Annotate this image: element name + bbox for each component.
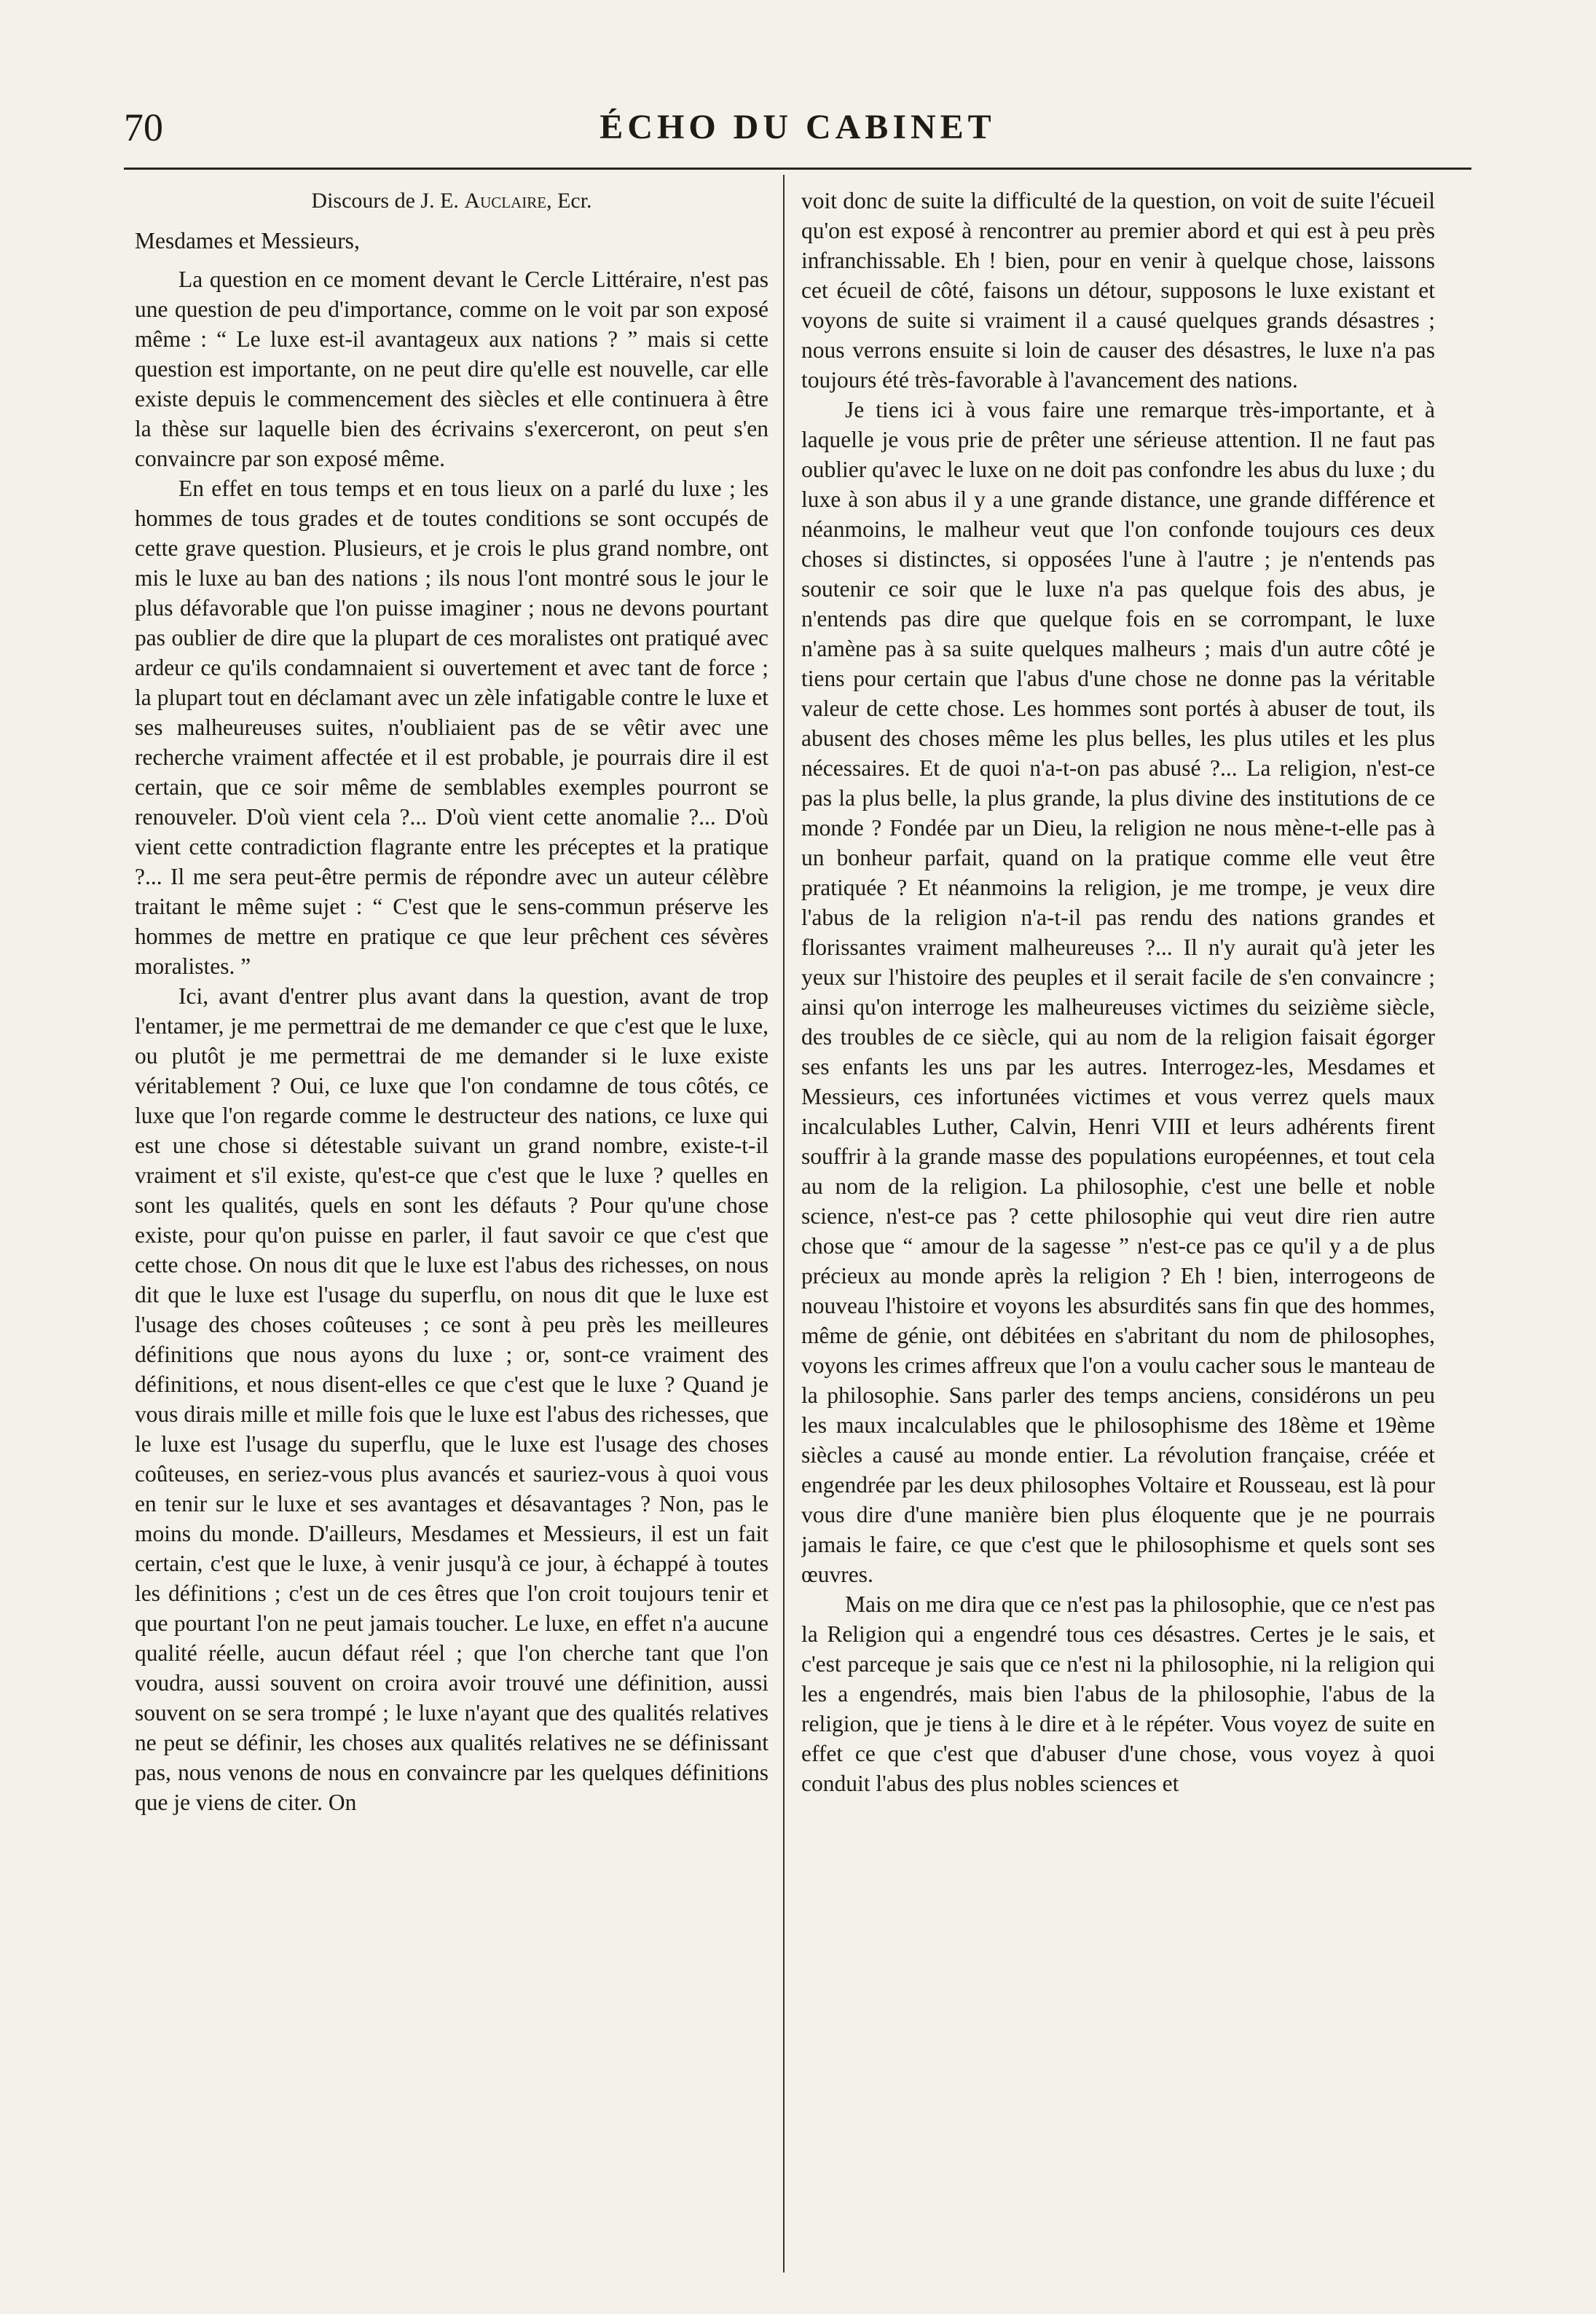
right-column xyxy=(801,186,1435,2269)
paragraph: Ici, avant d'entrer plus avant dans la question, avant de trop l'entamer, je me permettrai de me demander ce que c'est que le luxe, ou plutôt je me permettrai de me demander si le luxe existe véritablement ? Oui, ce luxe que l'on condamne de tous côtés, ce luxe que l'on regarde comme le destructeur des nations, ce luxe qui est une chose si détestable suivant un grand nombre, existe-t-il vraiment et s'il existe, qu'est-ce que c'est que le luxe ? quelles en sont les qualités, quels en sont les défauts ? Pour qu'une chose existe, pour qu'on puisse en parler, il faut savoir ce que c'est que cette chose. On nous dit que le luxe est l'abus des richesses, on nous dit que le luxe est l'usage du superflu, on nous dit que le luxe est l'usage des choses coûteuses ; ce sont à peu près les meilleures définitions que nous ayons du luxe ; or, sont-ce vraiment des définitions, et nous disent-elles ce que c'est que le luxe ? Quand je vous dirais mille et mille fois que le luxe est l'abus des richesses, que le luxe est l'usage du superflu, que le luxe est l'usage des choses coûteuses, en seriez-vous plus avancés et sauriez-vous à quoi vous en tenir sur le luxe et ses avantages et désavantages ? Non, pas le moins du monde. D'ailleurs, Mesdames et Messieurs, il est un fait certain, c'est que le luxe, à venir jusqu'à ce jour, à échappé à toutes les définitions ; c'est un de ces êtres que l'on croit toujours tenir et que pourtant l'on ne peut jamais toucher. Le luxe, en effet n'a aucune qualité réelle, aucun défaut réel ; que l'on cherche tant que l'on voudra, aussi souvent on croira avoir trouvé une définition, aussi souvent on se sera trompé ; le luxe n'ayant que des qualités relatives ne peut se définir, les choses aux qualités relatives ne se définissant pas, nous venons de nous en convaincre par les quelques définitions que je viens de citer. On xyxy=(135,983,768,1815)
left-column xyxy=(135,186,768,2269)
running-title: ÉCHO DU CABINET xyxy=(600,108,996,146)
paragraph: En effet en tous temps et en tous lieux on a parlé du luxe ; les hommes de tous grades et de toutes conditions se sont occupés de cette grave question. Plusieurs, et je crois le plus grand nombre, ont mis le luxe au ban des nations ; ils nous l'ont montré sous le jour le plus défavorable que l'on puisse imaginer ; nous ne devons pourtant pas oublier de dire que la plupart de ces moralistes ont pratiqué avec ardeur ce qu'ils condamnaient si ouvertement et avec tant de force ; la plupart tout en déclamant avec un zèle infatigable contre le luxe et ses malheureuses suites, n'oubliaient pas de se vêtir avec une recherche vraiment affectée et il est probable, je pourrais dire il est certain, que ce soir même de semblables exemples pourront se renouveler. D'où vient cela ?... D'où vient cette anomalie ?... D'où vient cette contradiction flagrante entre les préceptes et la pratique ?... Il me sera peut-être permis de répondre avec un auteur célèbre traitant le même sujet : “ C'est que le sens-commun préserve les hommes de mettre en pratique ce que leur prêchent ces sévères moralistes. ” xyxy=(135,476,768,979)
speech-heading-prefix: Discours de J. E. xyxy=(311,189,459,213)
speech-heading-suffix: , Ecr. xyxy=(546,189,592,213)
paragraph: Mais on me dira que ce n'est pas la philosophie, que ce n'est pas la Religion qui a engendré tous ces désastres. Certes je le sais, et c'est parceque je sais que ce n'est ni la philosophie, ni la religion qui les a engendrés, mais bien l'abus de la philosophie, l'abus de la religion, que je tiens à le dire et à le répéter. Vous voyez de suite en effet ce que c'est que d'abuser d'une chose, vous voyez à quoi conduit l'abus des plus nobles sciences et xyxy=(801,1591,1435,1796)
salutation: Mesdames et Messieurs, xyxy=(135,228,360,253)
column-divider xyxy=(783,175,785,2272)
paragraph: Je tiens ici à vous faire une remarque très-importante, et à laquelle je vous prie de prêter une sérieuse attention. Il ne faut pas oublier qu'avec le luxe on ne doit pas confondre les abus du luxe ; du luxe à son abus il y a une grande distance, une grande différence et néanmoins, le malheur veut que l'on confonde toujours ces deux choses si distinctes, si opposées l'une à l'autre ; je n'entends pas soutenir ce soir que le luxe n'a pas quelque fois des abus, je n'entends pas dire que quelque fois en se corrompant, le luxe n'amène pas à sa suite quelques malheurs ; mais d'un autre côté je tiens pour certain que l'abus d'une chose ne donne pas la véritable valeur de cette chose. Les hommes sont portés à abuser de tout, ils abusent des choses même les plus belles, les plus utiles et les plus nécessaires. Et de quoi n'a-t-on pas abusé ?... La religion, n'est-ce pas la plus belle, la plus grande, la plus divine des institutions de ce monde ? Fondée par un Dieu, la religion ne nous mène-t-elle pas à un bonheur parfait, quand on la pratique comme elle veut être pratiquée ? Et néanmoins la religion, je me trompe, je veux dire l'abus de la religion n'a-t-il pas rendu des nations grandes et florissantes vraiment malheureuses ?... Il n'y aurait qu'à jeter les yeux sur l'histoire des peuples et il serait facile de s'en convaincre ; ainsi qu'on interroge les malheureuses victimes du seizième siècle, des troubles de ce siècle, qui au nom de la religion faisait égorger ses enfants les uns par les autres. Interrogez-les, Mesdames et Messieurs, ces infortunées victimes et vous verrez quels maux incalculables Luther, Calvin, Henri VIII et leurs adhérents firent souffrir à la grande masse des populations européennes, et tout cela au nom de la religion. La philosophie, c'est une belle et noble science, n'est-ce pas ? cette philosophie qui veut dire rien autre chose que “ amour de la sagesse ” n'est-ce pas ce qu'il y a de plus précieux au monde après la religion ? Eh ! bien, interrogeons de nouveau l'histoire et voyons les absurdités sans fin que des hommes, même de génie, ont débitées en s'abritant du nom de philosophes, voyons les crimes affreux que l'on a voulu cacher sous le manteau de la philosophie. Sans parler des temps anciens, considérons un peu les maux incalculables que le philosophisme des 18ème et 19ème siècles a causé au monde entier. La révolution française, créée et engendrée par les deux philosophes Voltaire et Rousseau, est là pour vous dire d'une manière bien plus éloquente que je ne pourrais jamais le faire, ce que c'est que le philosophisme et quels sont ses œuvres. xyxy=(801,397,1435,1587)
speaker-name: Auclaire xyxy=(464,189,547,213)
paragraph-continued: voit donc de suite la difficulté de la question, on voit de suite l'écueil qu'on est exposé à rencontrer au premier abord et qui est à peu près infranchissable. Eh ! bien, pour en venir à quelque chose, laissons cet écueil de côté, faisons un détour, supposons le luxe existant et voyons de suite si vraiment il a causé quelques grands désastres ; nous verrons ensuite si loin de causer des désastres, le luxe n'a pas toujours été très-favorable à l'avancement des nations. xyxy=(801,188,1435,393)
page-header xyxy=(124,102,1471,153)
header-rule xyxy=(124,168,1471,170)
page-number: 70 xyxy=(124,106,163,149)
speech-heading xyxy=(135,186,768,216)
paragraph: La question en ce moment devant le Cercle Littéraire, n'est pas une question de peu d'importance, comme on le voit par son exposé même : “ Le luxe est-il avantageux aux nations ? ” mais si cette question est importante, on ne peut dire qu'elle est nouvelle, car elle existe depuis le commencement des siècles et elle continuera à être la thèse sur laquelle bien des écrivains s'exerceront, on peut s'en convaincre par son exposé même. xyxy=(135,267,768,471)
